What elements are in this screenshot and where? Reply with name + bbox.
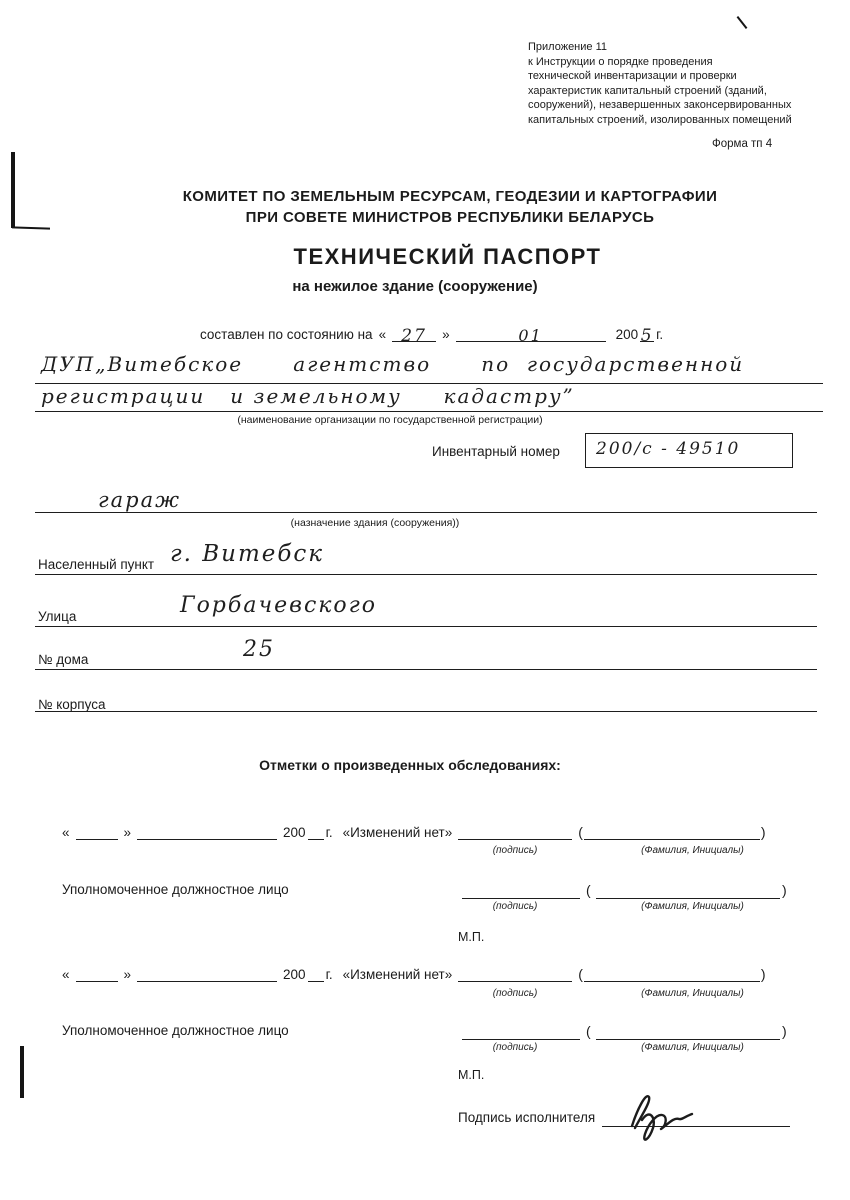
signature-caption: (подпись) (492, 988, 538, 999)
official-signature-blank-2 (462, 1022, 580, 1040)
paren-close: ) (782, 1023, 787, 1039)
scan-artifact-top-right (737, 16, 748, 29)
handwritten-inventory-number: 200/с - 49510 (596, 439, 741, 459)
handwritten-house-number: 25 (243, 637, 275, 662)
signature-blank (458, 966, 572, 982)
paren-open: ( (586, 882, 591, 898)
signature-blank (458, 824, 572, 840)
signature-caption: (подпись) (492, 901, 538, 912)
year-blank (308, 824, 324, 840)
name-caption: (Фамилия, Инициалы) (641, 845, 744, 856)
official-name-blank-2 (596, 1022, 780, 1040)
year-suffix: г. (325, 967, 333, 982)
house-number-rule (35, 654, 817, 670)
date-blank (137, 966, 277, 982)
signature-caption: (подпись) (492, 845, 538, 856)
close-quote: » (123, 967, 132, 982)
handwritten-day: 27 (401, 326, 427, 346)
appendix-line: капитальных строений, изолированных помещений (528, 113, 792, 126)
committee-line-2: ПРИ СОВЕТЕ МИНИСТРОВ РЕСПУБЛИКИ БЕЛАРУСЬ (245, 209, 655, 226)
open-quote: « (378, 327, 387, 342)
building-number-label: № корпуса (38, 697, 106, 712)
day-blank (76, 966, 118, 982)
appendix-line: сооружений), незавершенных законсервированных (528, 99, 792, 111)
organization-line-1: ДУП„Витебское агентство по государственной (35, 352, 823, 384)
signature-caption: (подпись) (492, 1042, 538, 1053)
paren-close: ) (760, 966, 766, 982)
executor-signature-label: Подпись исполнителя (458, 1110, 596, 1125)
year-prefix: 200 (615, 327, 639, 342)
paren-open: ( (578, 966, 583, 982)
document-title: ТЕХНИЧЕСКИЙ ПАСПОРТ (293, 244, 602, 269)
handwritten-year-digit: 5 (640, 326, 654, 346)
close-quote: » (442, 327, 450, 342)
name-blank (584, 824, 760, 840)
committee-name (70, 186, 830, 228)
settlement-rule (35, 559, 817, 575)
stamp-mark-2: М.П. (458, 1068, 485, 1082)
name-caption: (Фамилия, Инициалы) (641, 988, 744, 999)
building-number-rule (35, 697, 817, 712)
purpose-caption: (назначение здания (сооружения)) (290, 517, 460, 529)
scan-artifact-left-bottom (20, 1046, 24, 1098)
handwritten-month: 01 (518, 326, 543, 345)
handwritten-settlement: г. Витебск (170, 541, 325, 567)
open-quote: « (62, 825, 70, 840)
scan-artifact-left-top (11, 152, 15, 228)
official-name-blank-1 (596, 881, 780, 899)
year-suffix: г. (656, 327, 664, 342)
date-day-blank (392, 326, 436, 346)
street-rule (35, 611, 817, 627)
inventory-number-box (585, 433, 793, 468)
no-changes-text: «Изменений нет» (342, 967, 453, 982)
year-suffix: г. (325, 825, 333, 840)
date-blank (137, 824, 277, 840)
inventory-number-label: Инвентарный номер (432, 444, 560, 459)
organization-line-2: регистрации и земельному кадастру” (35, 384, 823, 412)
stamp-mark-1: М.П. (458, 930, 485, 944)
appendix-line: характеристик капитальный строений (зданий, (528, 84, 767, 97)
name-blank (584, 966, 760, 982)
street-label: Улица (38, 609, 77, 624)
appendix-note (528, 40, 833, 127)
form-code: Форма тп 4 (712, 138, 773, 150)
executor-signature-scribble (622, 1084, 722, 1146)
paren-close: ) (760, 824, 766, 840)
name-caption: (Фамилия, Инициалы) (641, 901, 744, 912)
organization-caption: (наименование организации по государственной регистрации) (237, 414, 543, 426)
handwritten-street: Горбачевского (180, 593, 378, 618)
date-prefix: составлен по состоянию на (200, 327, 373, 342)
year-blank (308, 966, 324, 982)
appendix-line: к Инструкции о порядке проведения (528, 55, 713, 68)
name-caption: (Фамилия, Инициалы) (641, 1042, 744, 1053)
handwritten-purpose: гараж (98, 488, 181, 512)
paren-open: ( (586, 1023, 591, 1039)
appendix-line: Приложение 11 (528, 41, 607, 53)
official-label-1: Уполномоченное должностное лицо (62, 882, 289, 897)
purpose-rule (35, 497, 817, 513)
paren-close: ) (782, 882, 787, 898)
date-line (200, 326, 664, 346)
close-quote: » (123, 825, 132, 840)
year-prefix: 200 (283, 825, 306, 840)
committee-line-1: КОМИТЕТ ПО ЗЕМЕЛЬНЫМ РЕСУРСАМ, ГЕОДЕЗИИ И КАРТОГРАФИИ (182, 188, 718, 205)
official-signature-blank-1 (462, 881, 580, 899)
no-changes-text: «Изменений нет» (342, 825, 453, 840)
settlement-label: Населенный пункт (38, 557, 155, 572)
appendix-line: технической инвентаризации и проверки (528, 70, 737, 82)
house-number-label: № дома (38, 652, 89, 667)
year-prefix: 200 (283, 967, 306, 982)
open-quote: « (62, 967, 70, 982)
document-subtitle: на нежилое здание (сооружение) (292, 278, 538, 295)
inspection-row-2 (62, 966, 766, 982)
official-label-2: Уполномоченное должностное лицо (62, 1023, 289, 1038)
scan-artifact-left-top-tail (12, 226, 50, 229)
inspection-row-1 (62, 824, 766, 840)
paren-open: ( (578, 824, 583, 840)
date-month-blank (456, 326, 606, 345)
inspections-heading: Отметки о произведенных обследованиях: (259, 757, 561, 773)
day-blank (76, 824, 118, 840)
